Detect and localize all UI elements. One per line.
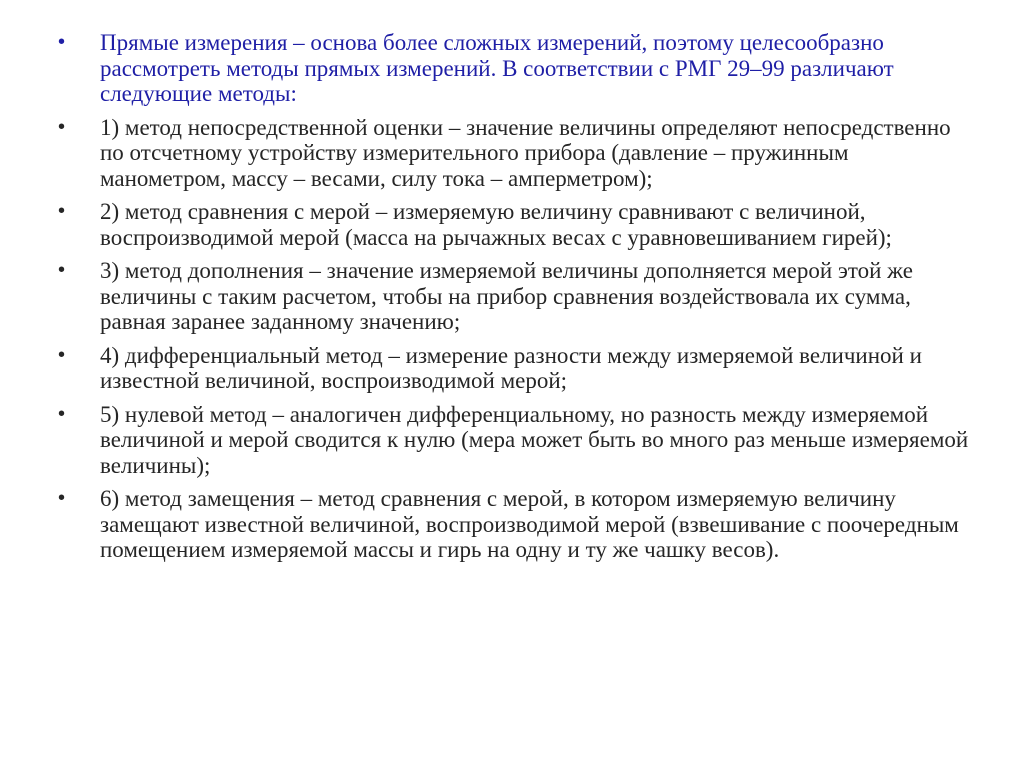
list-item-text: 1) метод непосредственной оценки – значение величины определяют непосредственно по отсчетному устройству измерительного прибора (давление – пружинным манометром, массу – весами, силу тока – амперметром); (100, 114, 951, 191)
bullet-icon: • (58, 31, 66, 53)
list-item-addition-method (58, 258, 978, 335)
list-item-substitution-method (58, 486, 978, 563)
bullet-icon: • (58, 259, 66, 281)
list-item-intro (58, 30, 978, 107)
list-item-text: 2) метод сравнения с мерой – измеряемую величину сравнивают с величиной, воспроизводимой мерой (масса на рычажных весах с уравновешиванием гирей); (100, 199, 892, 250)
list-item-comparison-method (58, 199, 978, 250)
bullet-icon: • (58, 402, 66, 425)
bullet-icon: • (58, 115, 66, 138)
list-item-text: Прямые измерения – основа более сложных измерений, поэтому целесообразно рассмотреть методы прямых измерений. В соответствии с РМГ 29–99 различают следующие методы: (100, 30, 894, 106)
bullet-list (58, 30, 978, 571)
list-item-text: 6) метод замещения – метод сравнения с мерой, в котором измеряемую величину замещают известной величиной, воспроизводимой мерой (взвешивание с поочередным помещением измеряемой массы и гирь на одну и ту же чашку весов). (100, 486, 959, 562)
bullet-icon: • (58, 343, 66, 366)
list-item-text: 3) метод дополнения – значение измеряемой величины дополняется мерой этой же величины с таким расчетом, чтобы на прибор сравнения воздействовала их сумма, равная заранее заданному значению; (100, 258, 913, 334)
list-item-text: 5) нулевой метод – аналогичен дифференциальному, но разность между измеряемой величиной и мерой сводится к нулю (мера может быть во много раз меньше измеряемой величины); (100, 401, 969, 478)
bullet-icon: • (58, 487, 66, 509)
list-item-direct-assessment-method (58, 115, 978, 192)
bullet-icon: • (58, 200, 66, 222)
list-item-null-method (58, 402, 978, 479)
list-item-text: 4) дифференциальный метод – измерение разности между измеряемой величиной и известной величиной, воспроизводимой мерой; (100, 342, 922, 393)
list-item-differential-method (58, 343, 978, 394)
